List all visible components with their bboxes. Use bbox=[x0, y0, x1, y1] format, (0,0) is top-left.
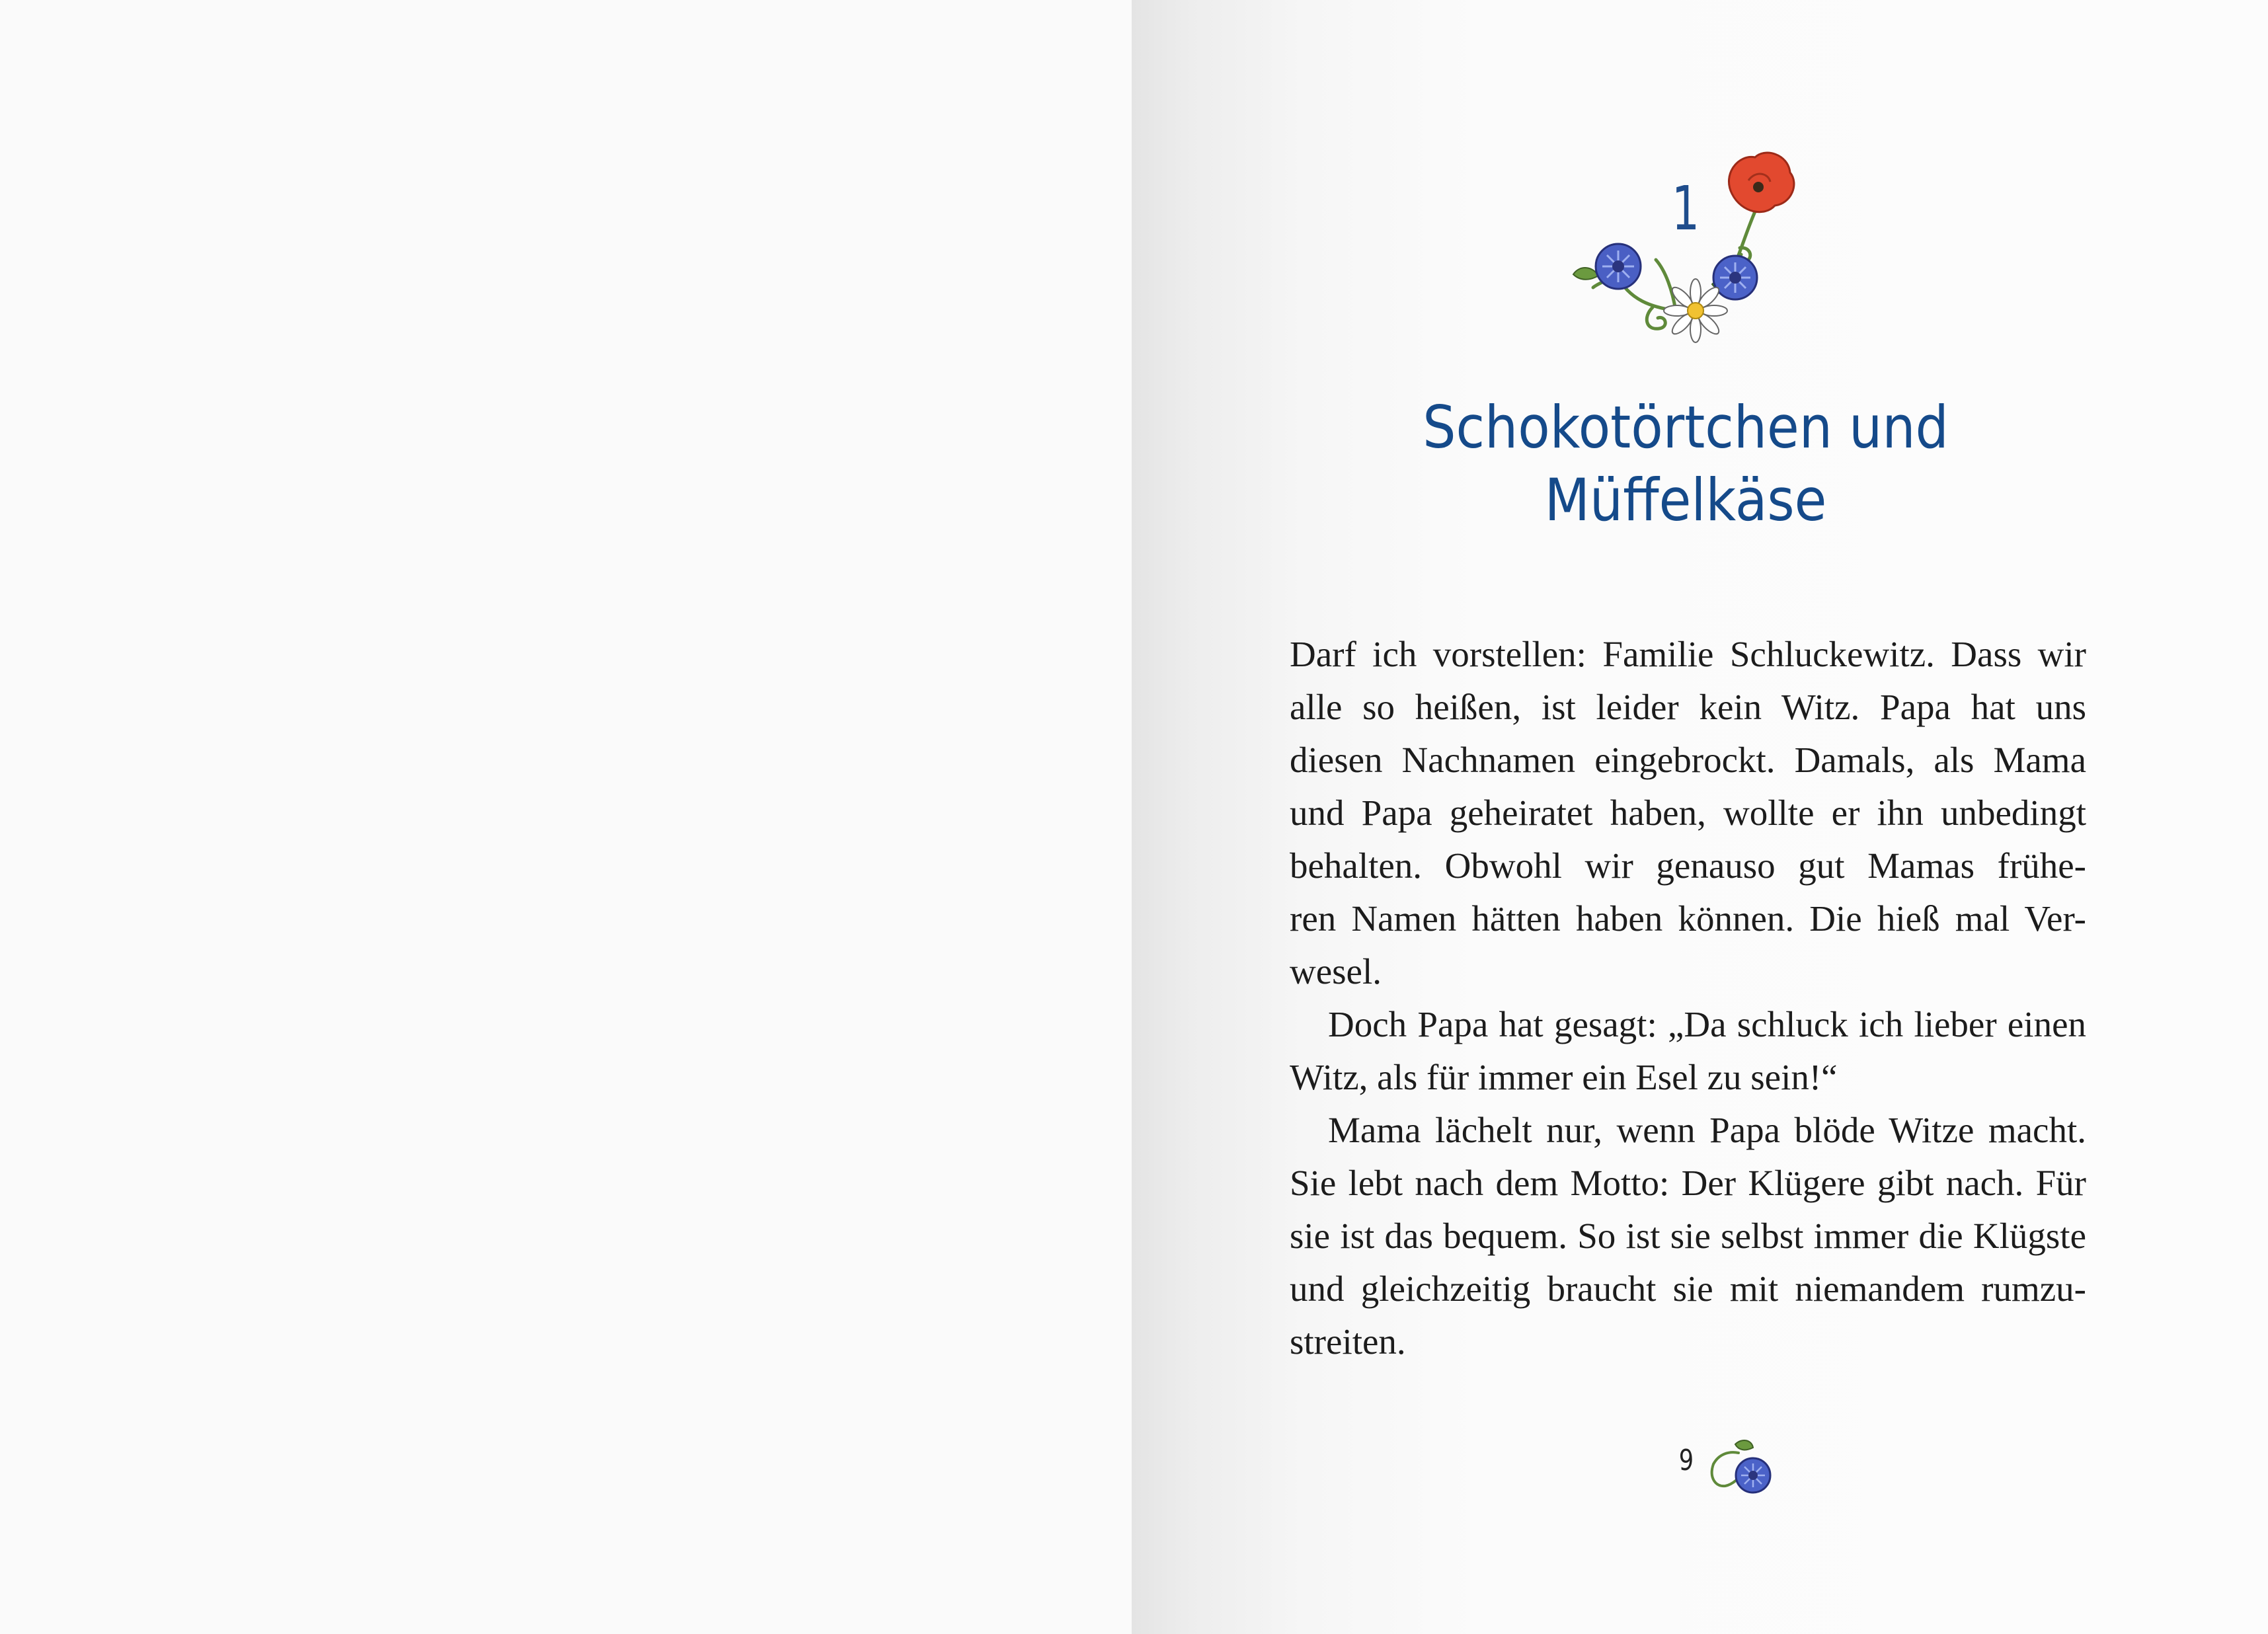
text-line: und Papa geheiratet haben, wollte er ihn unbedingt bbox=[1290, 793, 2086, 833]
text-line: ren Namen hätten haben können. Die hieß mal Ver- bbox=[1290, 898, 2086, 939]
chapter-body bbox=[1290, 628, 2086, 1368]
chapter-title: Schokotörtchen und Müffelkäse bbox=[1423, 393, 1949, 534]
paragraph-3 bbox=[1290, 1104, 2086, 1368]
text-line: und gleichzeitig braucht sie mit niemandem rumzu- bbox=[1290, 1268, 2086, 1309]
text-line: behalten. Obwohl wir genauso gut Mamas frühe- bbox=[1290, 845, 2086, 886]
page-number: 9 bbox=[1678, 1444, 1694, 1477]
text-line: Witz, als für immer ein Esel zu sein!“ bbox=[1290, 1057, 1838, 1097]
chapter-number: 1 bbox=[1671, 173, 1700, 244]
text-line: diesen Nachnamen eingebrockt. Damals, als Mama bbox=[1290, 740, 2086, 780]
text-line: Doch Papa hat gesagt: „Da schluck ich lieber einen bbox=[1328, 1004, 2086, 1044]
text-line: Mama lächelt nur, wenn Papa blöde Witze macht. bbox=[1328, 1110, 2086, 1150]
text-line: sie ist das bequem. So ist sie selbst immer die Klügste bbox=[1290, 1216, 2086, 1256]
text-line: streiten. bbox=[1290, 1321, 1406, 1362]
left-page-blank bbox=[0, 0, 1132, 1634]
text-line: alle so heißen, ist leider kein Witz. Papa hat uns bbox=[1290, 687, 2086, 727]
text-line: Sie lebt nach dem Motto: Der Klügere gibt nach. Für bbox=[1290, 1163, 2086, 1203]
paragraph-2 bbox=[1290, 998, 2086, 1104]
paragraph-1 bbox=[1290, 628, 2086, 998]
text-line: wesel. bbox=[1290, 951, 1382, 992]
text-line: Darf ich vorstellen: Familie Schluckewitz. Dass wir bbox=[1290, 634, 2086, 674]
